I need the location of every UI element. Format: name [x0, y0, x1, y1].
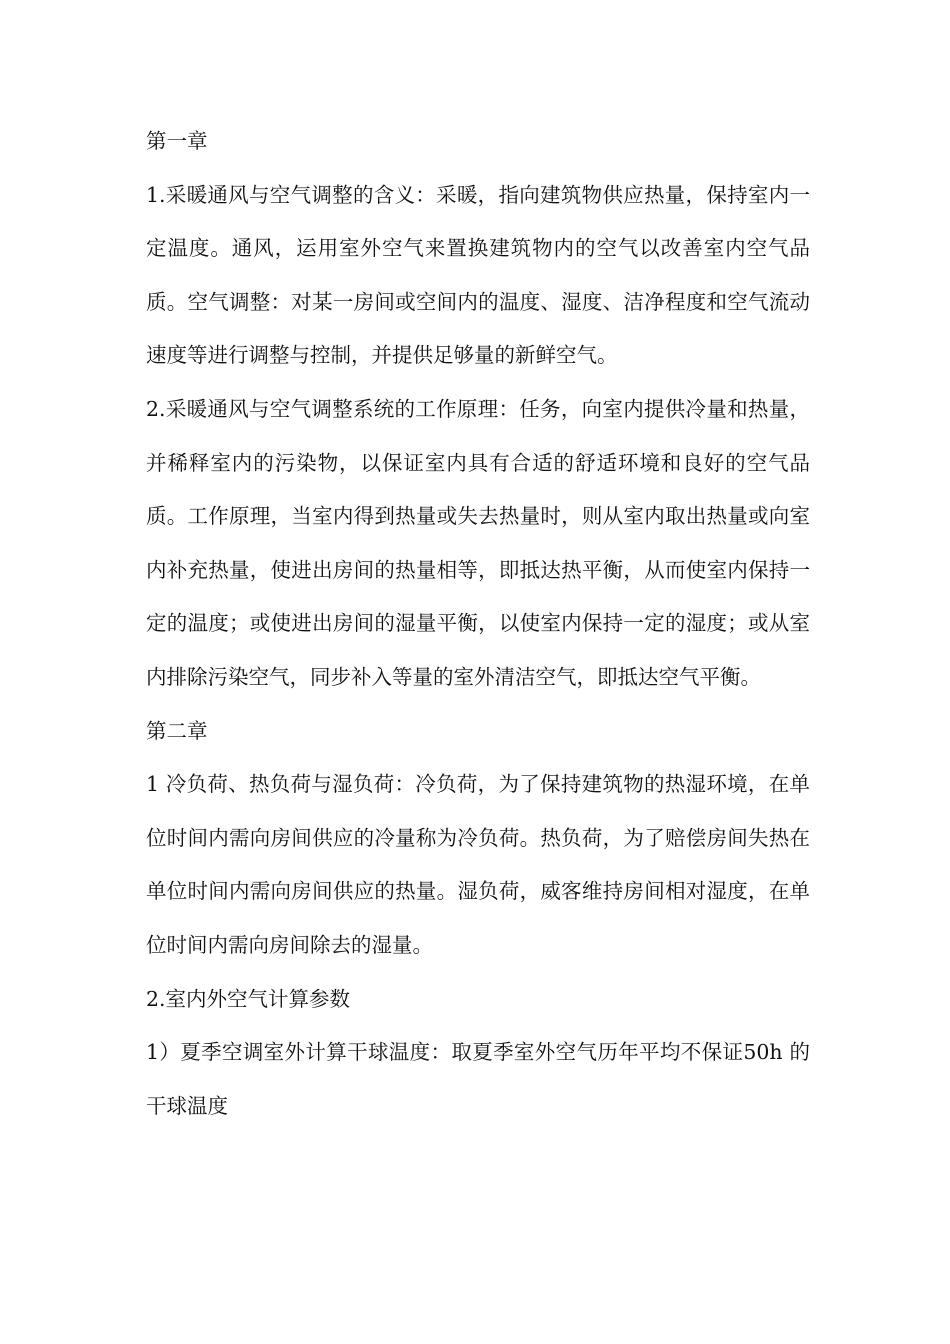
paragraph-2-1: 1 冷负荷、热负荷与湿负荷：冷负荷，为了保持建筑物的热湿环境，在单位时间内需向房间供应的冷量称为冷负荷。热负荷，为了赔偿房间失热在单位时间内需向房间供应的热量。湿负荷，威客维持房间相对湿度，在单位时间内需向房间除去的湿量。 [146, 772, 810, 957]
paragraph-1-1: 1.采暖通风与空气调整的含义：采暖，指向建筑物供应热量，保持室内一定温度。通风，运用室外空气来置换建筑物内的空气以改善室内空气品质。空气调整：对某一房间或空间内的温度、湿度、洁净程度和空气流动速度等进行调整与控制，并提供足够量的新鲜空气。 [146, 182, 810, 368]
document-body [146, 115, 810, 1133]
paragraph-2-2: 2.室内外空气计算参数 [146, 986, 351, 1011]
paragraph-2-3: 1）夏季空调室外计算干球温度：取夏季室外空气历年平均不保证50h 的干球温度 [146, 1040, 810, 1118]
chapter-1-heading: 第一章 [146, 129, 208, 153]
chapter-2-heading: 第二章 [146, 718, 208, 743]
paragraph-1-2: 2.采暖通风与空气调整系统的工作原理：任务，向室内提供冷量和热量，并稀释室内的污染物，以保证室内具有合适的舒适环境和良好的空气品质。工作原理，当室内得到热量或失去热量时，则从室内取出热量或向室内补充热量，使进出房间的热量相等，即抵达热平衡，从而使室内保持一定的温度；或使进出房间的湿量平衡，以使室内保持一定的湿度；或从室内排除污染空气，同步补入等量的室外清洁空气，即抵达空气平衡。 [146, 396, 810, 689]
